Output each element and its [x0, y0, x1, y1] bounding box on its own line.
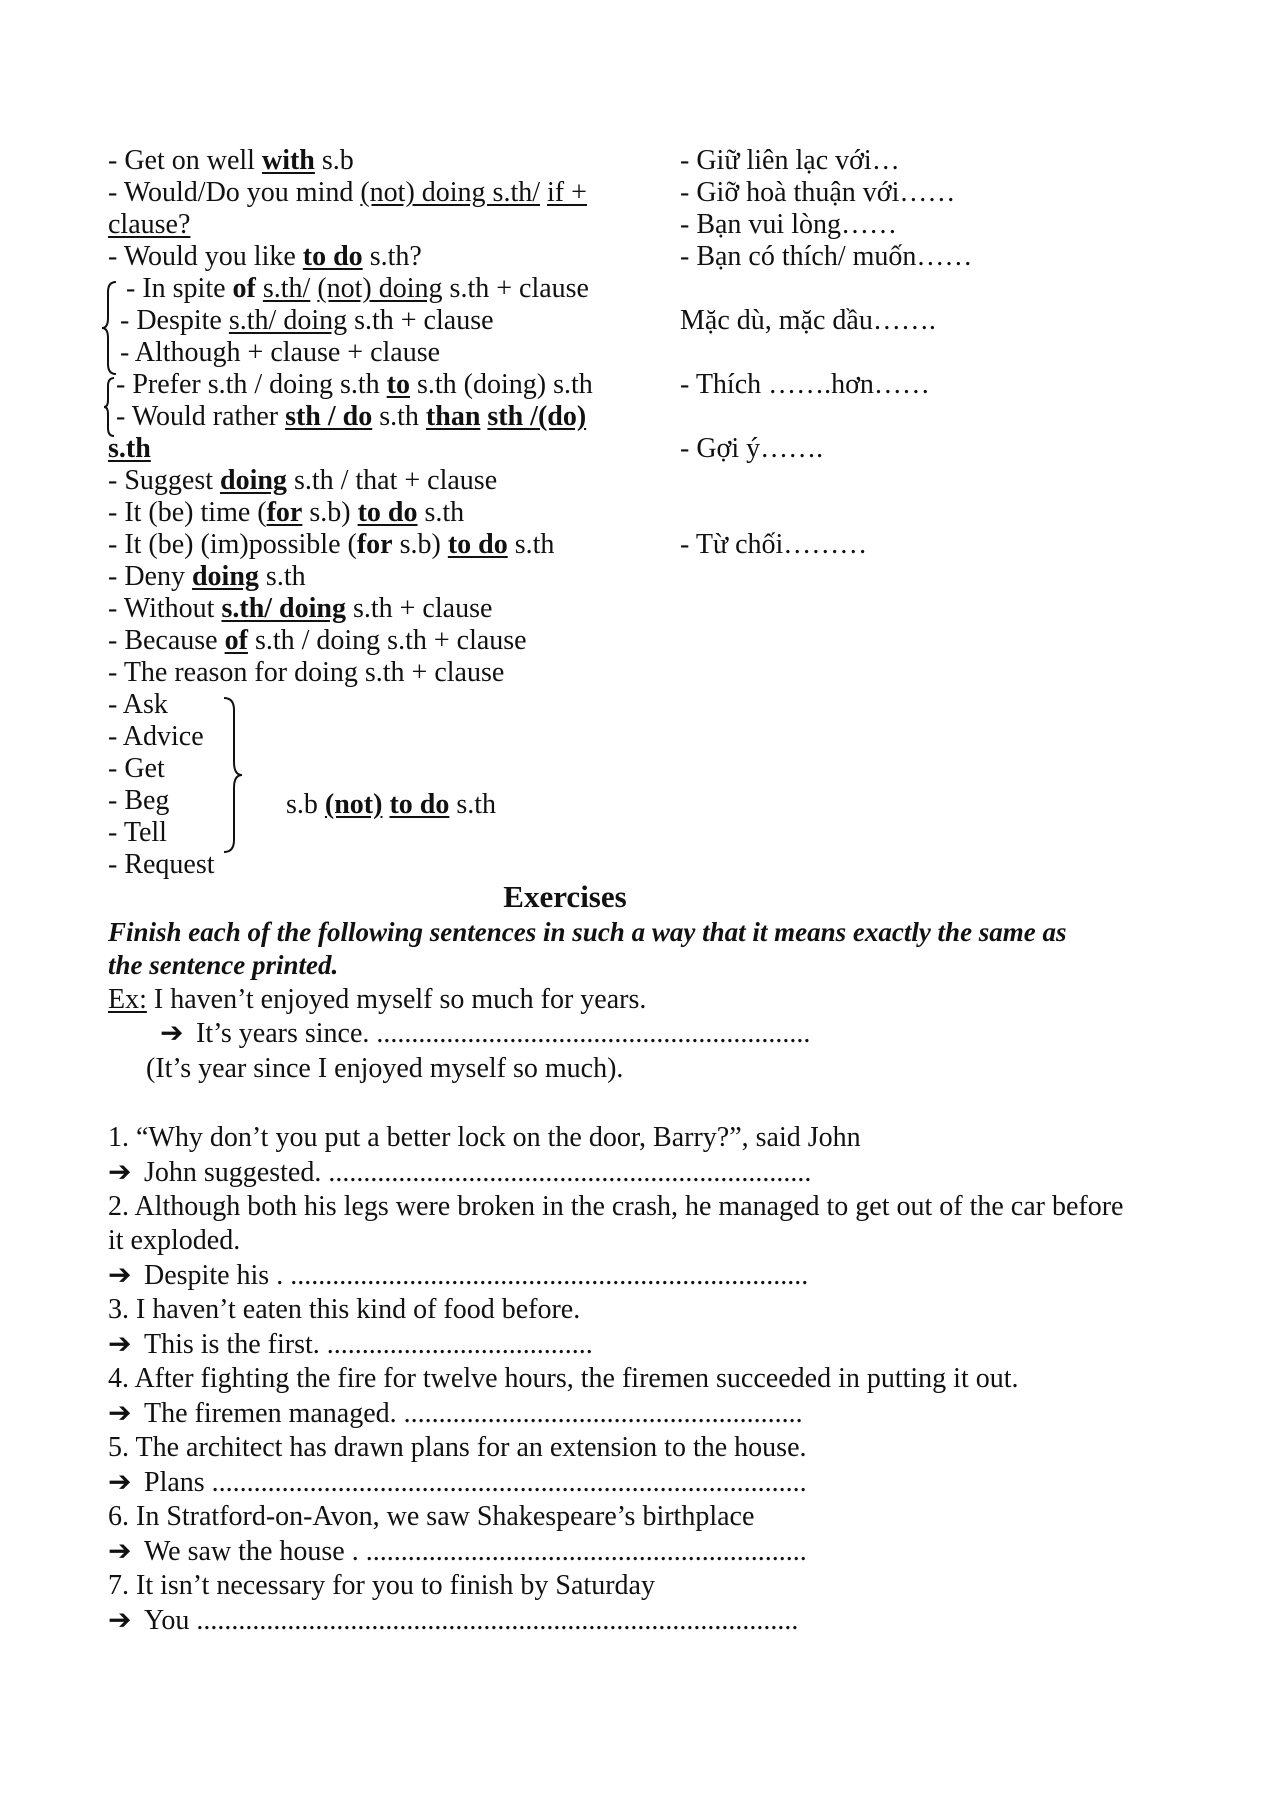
text	[256, 273, 263, 304]
text: - Would/Do you mind	[108, 177, 361, 208]
text: s.th / doing s.th + clause	[247, 625, 527, 656]
text: than	[425, 401, 481, 432]
phrase-although: - Although + clause + clause	[120, 337, 441, 368]
question-1: 1. “Why don’t you put a better lock on the door, Barry?”, said John	[108, 1122, 861, 1153]
meaning-4: - Bạn có thích/ muốn……	[680, 241, 973, 272]
verb-request: - Request	[108, 849, 215, 880]
text: s.th / that + clause	[286, 465, 498, 496]
question-5: 5. The architect has drawn plans for an extension to the house.	[108, 1432, 807, 1463]
text: - Would rather	[116, 401, 286, 432]
text: s.th	[258, 561, 306, 592]
answer-2	[108, 1260, 808, 1292]
text: if +	[547, 177, 587, 208]
right-brace-icon	[222, 696, 244, 854]
text: s.b	[314, 145, 354, 176]
phrase-despite	[120, 305, 494, 337]
question-7: 7. It isn’t necessary for you to finish by Saturday	[108, 1570, 655, 1601]
text: s.th + clause	[442, 273, 589, 304]
question-6: 6. In Stratford-on-Avon, we saw Shakespeare’s birthplace	[108, 1501, 755, 1532]
text: s.th + clause	[347, 305, 494, 336]
text: - Despite	[120, 305, 229, 336]
text: doing	[191, 561, 259, 592]
text: You ......................................................................................	[144, 1605, 799, 1636]
answer-3	[108, 1329, 593, 1361]
phrase-reason: - The reason for doing s.th + clause	[108, 657, 505, 688]
text: Despite his . ..........................................................................	[144, 1260, 809, 1291]
example-note: (It’s year since I enjoyed myself so much).	[146, 1053, 624, 1084]
example-answer	[160, 1018, 810, 1050]
meaning-1: - Giữ liên lạc với…	[680, 145, 900, 176]
question-3: 3. I haven’t eaten this kind of food before.	[108, 1294, 581, 1325]
text: - Get on well	[108, 145, 262, 176]
text: - Because	[108, 625, 225, 656]
text: (not)	[324, 789, 383, 820]
text: s.th	[372, 401, 426, 432]
verb-advice: - Advice	[108, 721, 204, 752]
text: s.th	[507, 529, 555, 560]
text: It’s years since. ..............................................................	[196, 1018, 811, 1049]
text: - Suggest	[108, 465, 220, 496]
text: to do	[447, 529, 508, 560]
text: of	[232, 273, 256, 304]
text: for	[356, 529, 393, 560]
phrase-because	[108, 625, 527, 657]
text: - In spite	[126, 273, 233, 304]
text: s.th/ doing	[221, 593, 346, 624]
arrow-icon: ➔	[108, 1467, 132, 1498]
phrase-would-rather-cont: s.th	[108, 433, 151, 464]
arrow-icon: ➔	[108, 1329, 132, 1360]
meaning-5: Mặc dù, mặc dầu…….	[680, 305, 936, 336]
phrase-it-be-possible	[108, 529, 554, 561]
text: of	[224, 625, 248, 656]
meaning-8: - Từ chối………	[680, 529, 868, 560]
text: doing	[220, 465, 287, 496]
text: - Would you like	[108, 241, 303, 272]
exercises-heading: Exercises	[503, 879, 627, 914]
text: - Prefer s.th / doing s.th	[116, 369, 387, 400]
arrow-icon: ➔	[160, 1018, 184, 1049]
left-brace-icon	[100, 280, 118, 376]
verb-tell: - Tell	[108, 817, 167, 848]
left-brace-icon	[102, 376, 116, 438]
text: s.th + clause	[345, 593, 493, 624]
text: to do	[302, 241, 363, 272]
text	[540, 177, 547, 208]
text: - Deny	[108, 561, 192, 592]
phrase-would-rather	[116, 401, 586, 433]
meaning-7: - Gợi ý…….	[680, 433, 824, 464]
answer-4	[108, 1398, 803, 1430]
text: - It (be) time (	[108, 497, 267, 528]
text: - It (be) (im)possible (	[108, 529, 357, 560]
text: for	[266, 497, 303, 528]
text: with	[261, 145, 315, 176]
text: to	[386, 369, 410, 400]
text: to do	[357, 497, 418, 528]
phrase-without	[108, 593, 492, 625]
answer-6	[108, 1536, 807, 1568]
text: This is the first. ......................................	[144, 1329, 593, 1360]
text: - Without	[108, 593, 222, 624]
phrase-get-on-well	[108, 145, 354, 177]
verb-get: - Get	[108, 753, 165, 784]
instruction-line-2: the sentence printed.	[108, 950, 339, 980]
text: Plans .....................................................................................	[144, 1467, 807, 1498]
text: s.th/ doing	[228, 305, 348, 336]
phrase-it-be-time	[108, 497, 464, 529]
arrow-icon: ➔	[108, 1398, 132, 1429]
meaning-3: - Bạn vui lòng……	[680, 209, 897, 240]
text: s.th (doing) s.th	[409, 369, 593, 400]
verb-beg: - Beg	[108, 785, 170, 816]
example-label: Ex:	[108, 984, 147, 1015]
text: The firemen managed. .........................................................	[144, 1398, 803, 1429]
instruction-line-1: Finish each of the following sentences in such a way that it means exactly the same as	[108, 917, 1067, 947]
answer-5	[108, 1467, 807, 1499]
text: s.th	[417, 497, 465, 528]
meaning-6: - Thích …….hơn……	[680, 369, 930, 400]
phrase-would-mind-cont: clause?	[108, 209, 191, 240]
text: s.b	[286, 789, 325, 820]
text: John suggested. .....................................................................	[144, 1157, 812, 1188]
text: (not) doing s.th/	[360, 177, 541, 208]
text: sth /(do)	[487, 401, 587, 432]
answer-7	[108, 1605, 798, 1637]
text: s.th/	[262, 273, 311, 304]
question-2: 2. Although both his legs were broken in the crash, he managed to get out of the car before	[108, 1191, 1124, 1222]
text: (not) doing	[317, 273, 443, 304]
text: s.b)	[302, 497, 358, 528]
arrow-icon: ➔	[108, 1260, 132, 1291]
text: s.th?	[362, 241, 422, 272]
question-2-cont: it exploded.	[108, 1225, 241, 1256]
text: I haven’t enjoyed myself so much for years.	[146, 984, 647, 1015]
verbs-pattern	[286, 789, 496, 821]
answer-1	[108, 1157, 811, 1189]
phrase-would-mind	[108, 177, 587, 209]
verb-ask: - Ask	[108, 689, 168, 720]
arrow-icon: ➔	[108, 1157, 132, 1188]
question-4: 4. After fighting the fire for twelve hours, the firemen succeeded in putting it out.	[108, 1363, 1019, 1394]
text: s.b)	[392, 529, 448, 560]
phrase-suggest	[108, 465, 497, 497]
meaning-2: - Giỡ hoà thuận với……	[680, 177, 956, 208]
text: to do	[389, 789, 450, 820]
arrow-icon: ➔	[108, 1536, 132, 1567]
phrase-prefer	[116, 369, 593, 401]
arrow-icon: ➔	[108, 1605, 132, 1636]
text: sth / do	[285, 401, 373, 432]
text: We saw the house . ...............................................................	[144, 1536, 807, 1567]
text: s.th	[449, 789, 497, 820]
phrase-would-like	[108, 241, 422, 273]
phrase-in-spite	[126, 273, 589, 305]
phrase-deny	[108, 561, 306, 593]
example-sentence	[108, 984, 646, 1016]
